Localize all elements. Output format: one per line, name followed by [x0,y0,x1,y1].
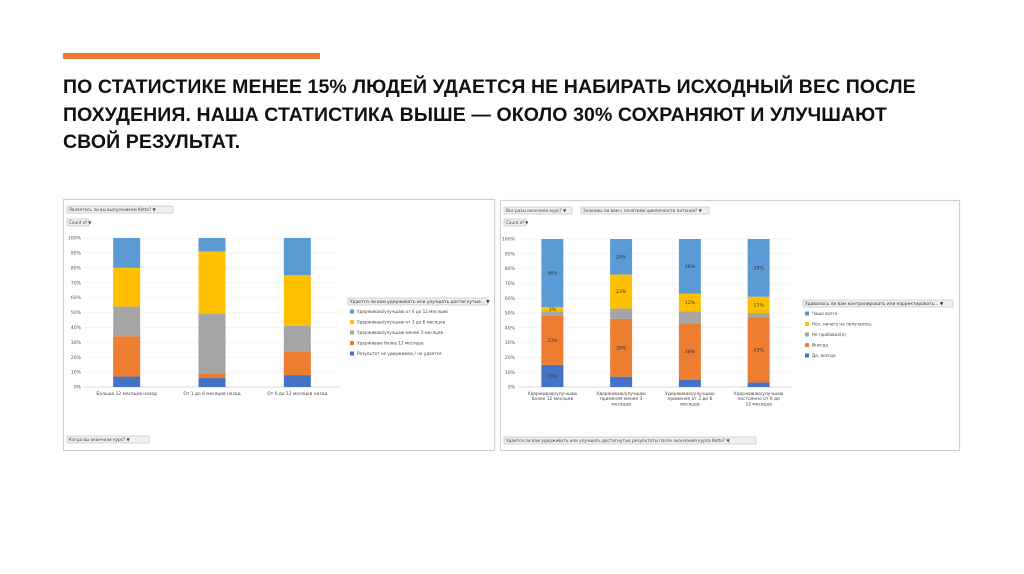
chart-left-svg [64,200,494,450]
legend-swatch [350,352,354,356]
y-tick-label: 10% [70,370,81,376]
filter-pill-course-end-label: Когда вы окончили курс? ▼ [69,437,130,442]
y-tick-label: 10% [504,370,515,376]
data-label: 3% [548,307,557,313]
bar-segment[interactable] [113,336,140,376]
y-tick-label: 20% [504,356,515,361]
legend-item: Нет, ничего не получалось [812,321,872,327]
data-label: 45% [753,348,764,354]
x-tick-label: более 12 месяцев [531,397,574,403]
page-title: ПО СТАТИСТИКЕ МЕНЕЕ 15% ЛЮДЕЙ УДАЕТСЯ НЕ НАБИРАТЬ ИСХОДНЫЙ ВЕС ПОСЛЕ ПОХУДЕНИЯ. НАША СТАТИСТИКА ВЫШЕ — ОКОЛО 30% СОХРАНЯЮТ И УЛУЧШАЮТ СВОЙ РЕЗУЛЬТАТ. [63,76,916,153]
bar-segment[interactable] [199,251,226,314]
chart-panel-right [500,200,960,451]
bar-segment[interactable] [199,314,226,374]
bar-segment[interactable] [748,383,770,387]
data-label: 39% [616,346,627,352]
bar-segment[interactable] [748,313,770,317]
filter-pill-graduate-label: Являетесь ли вы выпускником Ketto? ▼ [69,207,156,212]
x-tick-label: Удерживаю/улучшаю [596,392,646,397]
y-tick-label: 80% [504,267,515,273]
bar-segment[interactable] [199,374,226,378]
y-tick-label: 0% [73,385,81,391]
data-label: 39% [753,266,764,272]
bar-segment[interactable] [113,307,140,337]
bar-segment[interactable] [284,375,311,387]
legend-item: Да, всегда [812,353,836,358]
bar-segment[interactable] [284,238,311,275]
data-label: 38% [684,350,695,356]
y-tick-label: 80% [70,266,81,272]
value-field-pill-label: Count of ▼ [506,220,529,225]
y-tick-label: 30% [504,341,515,347]
x-tick-label: применяя от 3 до 6 [667,397,713,403]
y-tick-label: 90% [70,251,81,257]
bar-segment[interactable] [199,378,226,387]
bar-segment[interactable] [679,312,701,324]
x-tick-label: От 6 до 12 месяцев назад [267,392,328,397]
bar-segment[interactable] [284,351,311,375]
x-tick-label: месяцев [611,402,631,408]
legend-swatch [350,341,354,345]
data-label: 24% [616,255,627,261]
x-tick-label: Удерживаю/улучшаю [527,392,578,397]
x-tick-label: постоянно от 6 до [737,397,780,403]
legend-swatch [805,343,809,347]
x-tick-label: От 1 до 6 месяцев назад [183,392,241,397]
legend-swatch [805,312,809,316]
data-label: 12% [684,301,695,307]
y-tick-label: 100% [501,237,515,243]
bar-segment[interactable] [610,309,632,319]
legend-item: Удерживаю/улучшаю от 6 до 12 месяцев [357,309,448,314]
chart-panel-left [63,199,495,451]
legend-item: Иногда [812,342,829,348]
filter-pill-course-times-label: Все разы окончили курс? ▼ [506,208,567,213]
legend-swatch [805,354,809,358]
data-label: 46% [547,271,558,277]
x-tick-label: Удерживаю/улучшаю [733,392,784,397]
accent-bar [63,53,320,59]
data-label: 33% [547,338,558,344]
bar-segment[interactable] [199,238,226,251]
legend-item: Не пробовал(а) [812,332,846,337]
value-field-pill-label: Count of ▼ [69,220,92,225]
x-tick-label: применяя менее 3 [599,397,643,403]
legend-item: Удерживаю/улучшаю от 3 до 6 месяцев [357,319,446,325]
bar-segment[interactable] [284,275,311,326]
filter-pill-cycling-label: Знакомы ли вам с понятием цикличности питания? ▼ [583,208,702,213]
y-tick-label: 60% [70,296,81,302]
y-tick-label: 50% [70,311,81,317]
bar-segment[interactable] [679,380,701,387]
legend-swatch [805,322,809,326]
y-tick-label: 0% [507,385,515,391]
y-tick-label: 20% [70,355,81,361]
legend-item: Удерживаю/улучшаю менее 3 месяцев [357,330,443,335]
bar-segment[interactable] [113,377,140,387]
bar-segment[interactable] [113,268,140,307]
y-tick-label: 40% [504,326,515,332]
x-tick-label: месяцев [680,402,700,408]
legend-swatch [350,320,354,324]
x-tick-label: 12 месяцев [745,402,772,408]
legend-title: Удается ли вам удерживать или улучшать достигнутые... ▼ [350,300,490,305]
bar-segment[interactable] [284,326,311,351]
y-tick-label: 70% [504,282,515,287]
y-tick-label: 100% [67,236,81,242]
legend-title: Удавалось ли вам контролировать или корректировать... ▼ [805,302,944,307]
y-tick-label: 40% [70,326,81,331]
legend-item: Результат не удерживаю / не удается [357,351,442,356]
y-tick-label: 90% [504,252,515,258]
data-label: 36% [684,264,695,270]
y-tick-label: 70% [70,281,81,287]
legend-swatch [350,331,354,335]
data-label: 11% [753,303,764,309]
chart-right-svg [501,201,959,450]
legend-swatch [805,333,809,337]
filter-pill-result-label: Удается ли вам удерживать или улучшать достигнутые результаты после окончания курса Ketto? ▼ [506,438,730,443]
legend-swatch [350,310,354,314]
x-tick-label: Удерживаю/улучшаю [665,392,715,397]
data-label: 23% [616,290,627,296]
bar-segment[interactable] [610,377,632,387]
y-tick-label: 50% [504,311,515,317]
y-tick-label: 60% [504,296,515,302]
data-label: 15% [547,374,558,380]
legend-item: Чаще всего [812,311,838,316]
x-tick-label: Больше 12 месяцев назад [96,392,157,397]
y-tick-label: 30% [70,340,81,346]
bar-segment[interactable] [113,238,140,268]
legend-item: Удерживаю более 12 месяцев [357,340,424,346]
